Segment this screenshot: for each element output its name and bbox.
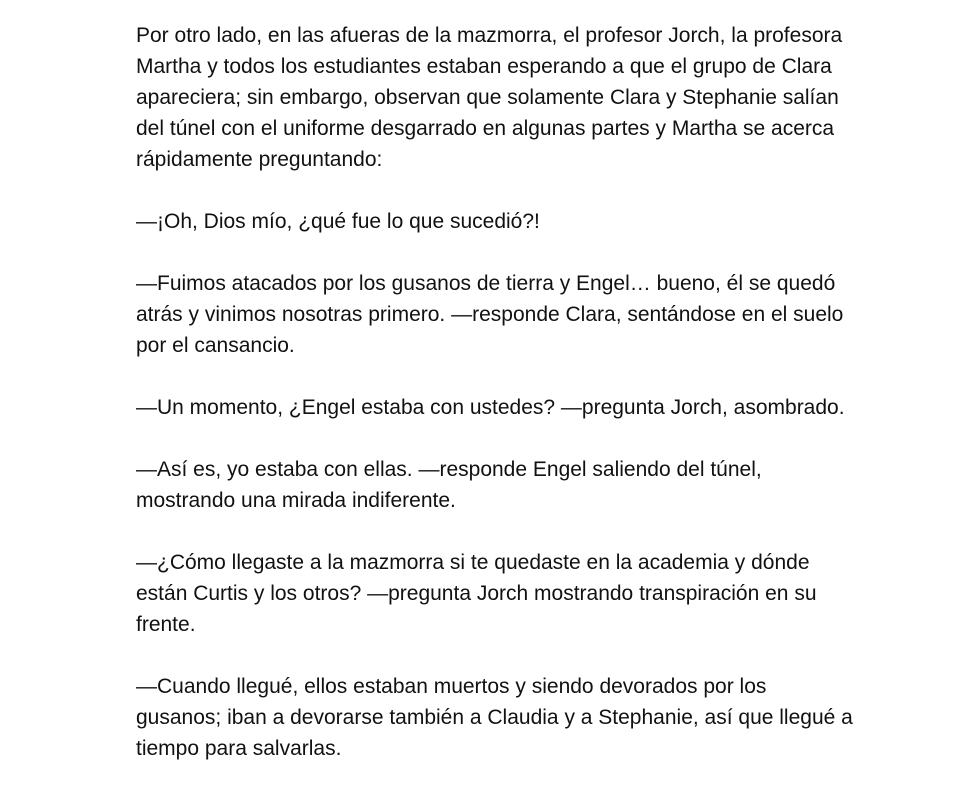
- paragraph-dialogue: —¿Cómo llegaste a la mazmorra si te quedaste en la academia y dónde están Curtis y los otros? —pregunta Jorch mostrando transpiración en su frente.: [136, 551, 817, 636]
- paragraph-dialogue: —Un momento, ¿Engel estaba con ustedes? —pregunta Jorch, asombrado.: [136, 396, 845, 419]
- paragraph-dialogue: —Así es, yo estaba con ellas. —responde Engel saliendo del túnel, mostrando una mirada indiferente.: [136, 458, 762, 512]
- paragraph-dialogue: —Cuando llegué, ellos estaban muertos y siendo devorados por los gusanos; iban a devorarse también a Claudia y a Stephanie, así que llegué a tiempo para salvarlas.: [136, 675, 853, 760]
- document-text: [136, 20, 856, 764]
- paragraph-dialogue: —¡Oh, Dios mío, ¿qué fue lo que sucedió?!: [136, 210, 540, 233]
- paragraph-narration: Por otro lado, en las afueras de la mazmorra, el profesor Jorch, la profesora Martha y todos los estudiantes estaban esperando a que el grupo de Clara apareciera; sin embargo, observan que solamente Clara y Stephanie salían del túnel con el uniforme desgarrado en algunas partes y Martha se acerca rápidamente preguntando:: [136, 24, 843, 171]
- paragraph-dialogue: —Fuimos atacados por los gusanos de tierra y Engel… bueno, él se quedó atrás y vinimos nosotras primero. —responde Clara, sentándose en el suelo por el cansancio.: [136, 272, 844, 357]
